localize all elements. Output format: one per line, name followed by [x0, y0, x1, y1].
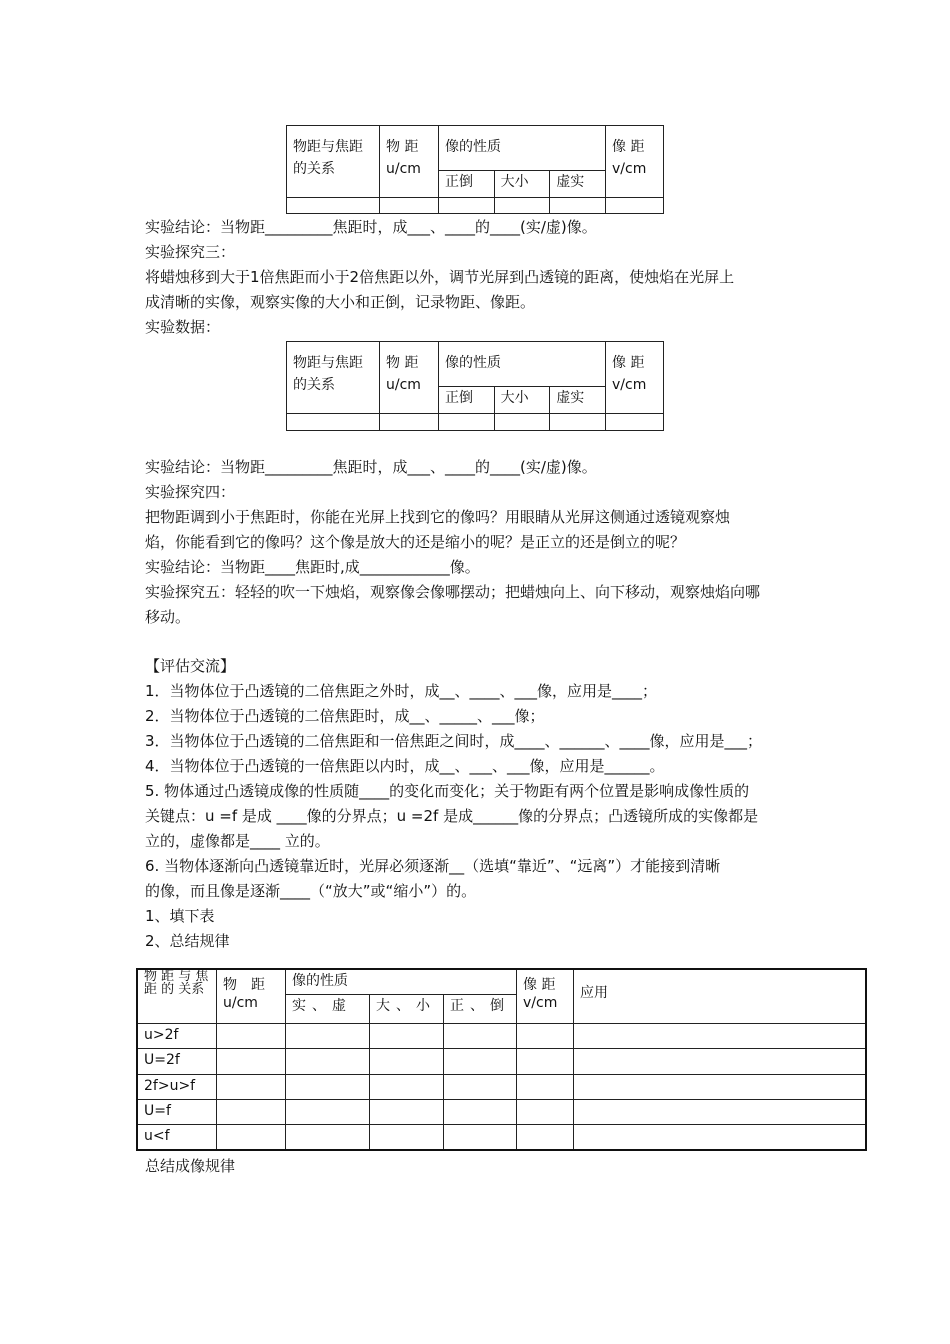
header-v: 像 距 v/cm — [517, 969, 574, 1024]
row-label: U=2f — [137, 1049, 217, 1074]
header-application: 应用 — [574, 969, 867, 1024]
text-line: 的像，而且像是逐渐____（“放大”或“缩小”）的。 — [145, 882, 477, 900]
row-label: 2f>u>f — [137, 1074, 217, 1099]
text-line: 2、总结规律 — [145, 932, 230, 950]
text-line: 成清晰的实像，观察实像的大小和正倒，记录物距、像距。 — [145, 293, 536, 311]
sub-size: 大小 — [494, 171, 550, 198]
table-row — [137, 1049, 866, 1074]
header-nature: 像的性质 — [286, 969, 517, 994]
sub-real-virtual: 实、虚 — [286, 994, 370, 1023]
table-row — [287, 198, 664, 214]
sub-orientation: 正倒 — [439, 171, 495, 198]
header-u: 物 距 u/cm — [217, 969, 286, 1024]
text-line: 将蜡烛移到大于1倍焦距而小于2倍焦距以外，调节光屏到凸透镜的距离，使烛焰在光屏上 — [145, 268, 735, 286]
header-v: 像 距 v/cm — [606, 342, 664, 414]
text-line: 1．当物体位于凸透镜的二倍焦距之外时，成__、____、___像，应用是____； — [145, 682, 658, 700]
footer-text: 总结成像规律 — [145, 1157, 236, 1175]
text-line: 立的，虚像都是____ 立的。 — [145, 832, 330, 850]
text-line: 焰，你能看到它的像吗？这个像是放大的还是缩小的呢？是正立的还是倒立的呢？ — [145, 533, 686, 551]
header-nature: 像的性质 — [439, 342, 606, 387]
experiment-table-2 — [286, 341, 664, 431]
text-line: 实验探究五：轻轻的吹一下烛焰，观察像会像哪摆动；把蜡烛向上、向下移动，观察烛焰向哪 — [145, 583, 761, 601]
experiment-table-1 — [286, 125, 664, 214]
sub-size: 大小 — [494, 387, 550, 414]
text-line: 5. 物体通过凸透镜成像的性质随____的变化而变化；关于物距有两个位置是影响成像性质的 — [145, 782, 750, 800]
header-relation: 物距与焦距的关系 — [287, 126, 380, 198]
sub-real-virtual: 虚实 — [550, 387, 606, 414]
header-v: 像 距 v/cm — [606, 126, 664, 198]
text-line: 实验探究四： — [145, 483, 236, 501]
text-line: 移动。 — [145, 608, 191, 626]
text-line: 把物距调到小于焦距时，你能在光屏上找到它的像吗？用眼睛从光屏这侧通过透镜观察烛 — [145, 508, 731, 526]
text-line: 实验探究三： — [145, 243, 236, 261]
text-line: 2．当物体位于凸透镜的二倍焦距时，成__、_____、___像； — [145, 707, 545, 725]
table-row — [137, 1125, 866, 1150]
sub-real-virtual: 虚实 — [550, 171, 606, 198]
header-relation: 物 距 与 焦 距 的 关系 — [137, 969, 217, 1024]
table-row — [137, 1074, 866, 1099]
row-label: u<f — [137, 1125, 217, 1150]
section-heading: 【评估交流】 — [145, 657, 236, 675]
text-line: 3．当物体位于凸透镜的二倍焦距和一倍焦距之间时，成____、______、____像，应用是___； — [145, 732, 763, 750]
text-line: 4．当物体位于凸透镜的一倍焦距以内时，成__、___、___像，应用是______。 — [145, 757, 665, 775]
summary-table — [136, 968, 867, 1151]
table-row — [137, 1099, 866, 1124]
sub-size: 大、小 — [370, 994, 444, 1023]
header-u: 物 距 u/cm — [380, 342, 439, 414]
text-line: 1、填下表 — [145, 907, 215, 925]
sub-orientation: 正、倒 — [444, 994, 517, 1023]
text-line: 实验数据： — [145, 318, 221, 336]
text-line: 6. 当物体逐渐向凸透镜靠近时，光屏必须逐渐__（选填“靠近”、“远离”）才能接到清晰 — [145, 857, 721, 875]
text-line: 关键点：u =f 是成 ____像的分界点；u =2f 是成______像的分界点；凸透镜所成的实像都是 — [145, 807, 759, 825]
text-line: 实验结论：当物距_________焦距时，成___、____的____(实/虚)像。 — [145, 218, 597, 236]
table-row — [287, 414, 664, 431]
row-label: u>2f — [137, 1024, 217, 1049]
header-u: 物 距 u/cm — [380, 126, 439, 198]
table-row — [137, 1024, 866, 1049]
text-line: 实验结论：当物距_________焦距时，成___、____的____(实/虚)像。 — [145, 458, 597, 476]
text-line: 实验结论：当物距____焦距时,成____________像。 — [145, 558, 480, 576]
sub-orientation: 正倒 — [439, 387, 495, 414]
header-nature: 像的性质 — [439, 126, 606, 171]
header-relation: 物距与焦距的关系 — [287, 342, 380, 414]
row-label: U=f — [137, 1099, 217, 1124]
